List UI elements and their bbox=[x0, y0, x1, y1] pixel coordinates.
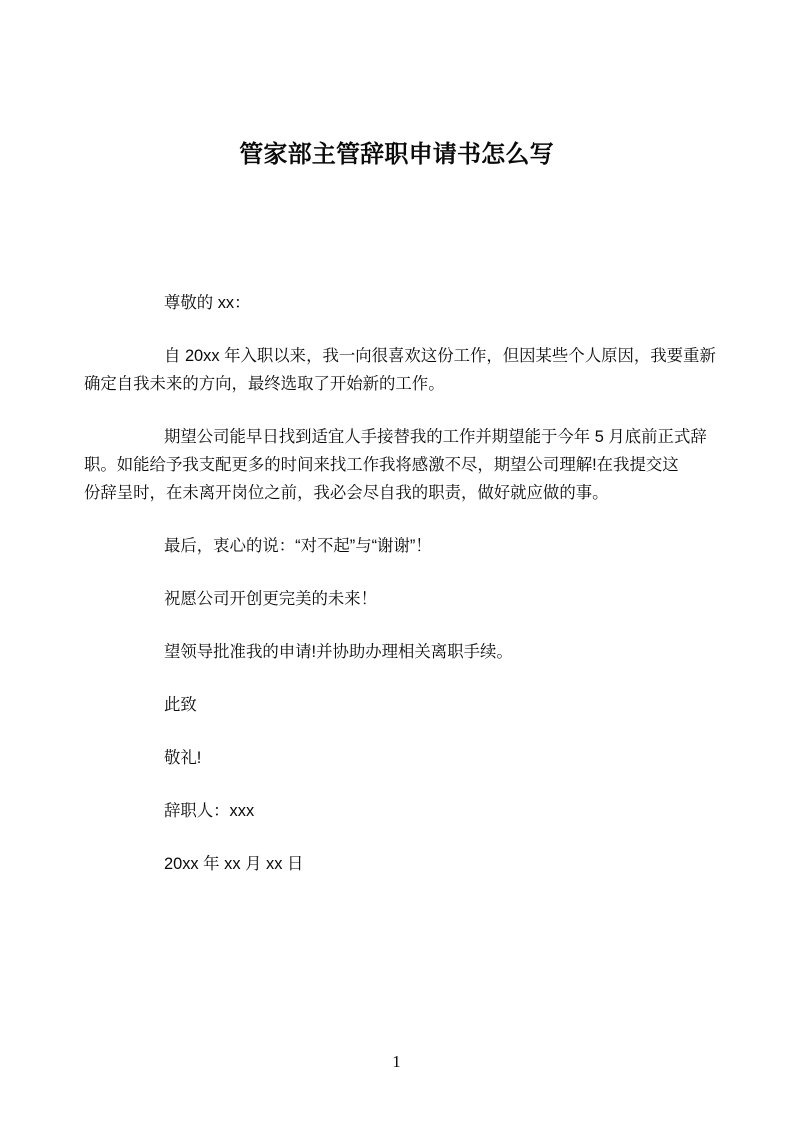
text-line: 自 20xx 年入职以来，我一向很喜欢这份工作，但因某些个人原因，我要重新 bbox=[164, 347, 716, 365]
letter-body bbox=[84, 289, 716, 903]
text-line: 份辞呈时，在未离开岗位之前，我必会尽自我的职责，做好就应做的事。 bbox=[84, 484, 609, 502]
paragraph bbox=[84, 638, 713, 666]
paragraph bbox=[84, 585, 713, 613]
text-line: 祝愿公司开创更完美的未来！ bbox=[164, 590, 378, 608]
paragraph bbox=[84, 797, 713, 825]
text-line: 期望公司能早日找到适宜人手接替我的工作并期望能于今年 5 月底前正式辞 bbox=[164, 428, 707, 446]
text-line: 望领导批准我的申请!并协助办理相关离职手续。 bbox=[164, 643, 513, 661]
document-title: 管家部主管辞职申请书怎么写 bbox=[239, 141, 554, 168]
text-line: 职。如能给予我支配更多的时间来找工作我将感激不尽，期望公司理解!在我提交这 bbox=[84, 456, 679, 474]
paragraph bbox=[84, 850, 713, 878]
text-line: 确定自我未来的方向，最终选取了开始新的工作。 bbox=[84, 375, 445, 393]
page-number: 1 bbox=[392, 1052, 401, 1071]
text-line: 20xx 年 xx 月 xx 日 bbox=[164, 855, 304, 873]
paragraph bbox=[84, 342, 716, 398]
text-line: 最后，衷心的说：“对不起”与“谢谢”！ bbox=[164, 537, 432, 555]
paragraph bbox=[84, 289, 713, 317]
paragraph bbox=[84, 423, 713, 507]
paragraph bbox=[84, 532, 713, 560]
paragraph bbox=[84, 744, 713, 772]
text-line: 尊敬的 xx： bbox=[164, 294, 251, 312]
text-line: 辞职人：xxx bbox=[164, 802, 255, 820]
text-line: 此致 bbox=[164, 696, 197, 714]
paragraph bbox=[84, 691, 713, 719]
text-line: 敬礼! bbox=[164, 749, 202, 767]
